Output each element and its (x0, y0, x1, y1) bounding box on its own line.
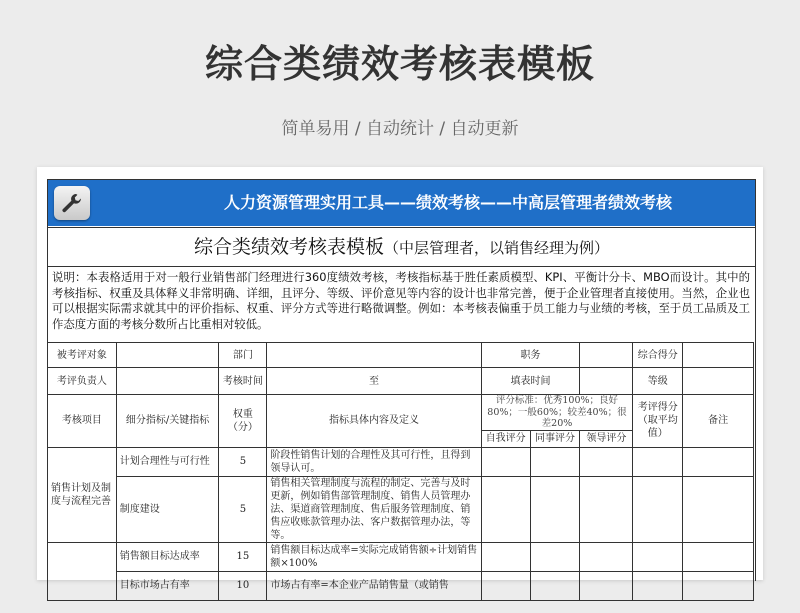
peer-score-cell[interactable] (530, 571, 580, 600)
row-definition: 市场占有率=本企业产品销售量（或销售 (267, 571, 481, 600)
col-self: 自我评分 (481, 430, 530, 447)
grade-label: 等级 (633, 368, 683, 395)
form-title-main: 综合类绩效考核表模板 (193, 236, 384, 258)
evaluatee-label: 被考评对象 (48, 343, 117, 368)
score-cell (633, 447, 683, 476)
row-indicator: 目标市场占有率 (116, 571, 219, 600)
position-label: 职务 (481, 343, 580, 368)
evaluator-label: 考评负责人 (48, 368, 117, 395)
col-peer: 同事评分 (530, 430, 580, 447)
preview-card (37, 167, 763, 591)
col-leader: 领导评分 (580, 430, 633, 447)
row-weight: 10 (219, 571, 267, 600)
fill-time-label: 填表时间 (481, 368, 580, 395)
table-header-row (48, 395, 754, 431)
row-weight: 15 (219, 542, 267, 571)
table-row (48, 368, 754, 395)
row-item (48, 542, 117, 600)
fill-time-value[interactable] (580, 368, 633, 395)
description-text: 说明：本表格适用于对一般行业销售部门经理进行360度绩效考核，考核指标基于胜任素质模型、KPI、平衡计分卡、MBO而设计。其中的考核指标、权重及具体释义非常明确、详细，且评分、等级、评价意见等内容的设计也非常完善，便于企业管理者直接使用。当然，企业也可以根据实际需求就其中的评价指标、权重、评分方式等进行略微调整。例如：本考核表偏重于员工能力与业绩的考核，至于员工品质及工作态度方面的考核分数所占比重相对较低。 (52, 270, 750, 331)
col-definition: 指标具体内容及定义 (267, 395, 481, 448)
banner (48, 180, 755, 226)
table-row (48, 571, 754, 600)
peer-score-cell[interactable] (530, 447, 580, 476)
leader-score-cell[interactable] (580, 571, 633, 600)
form-title-sub: （中层管理者，以销售经理为例） (384, 239, 610, 257)
remark-cell[interactable] (683, 476, 754, 542)
col-indicator: 细分指标/关键指标 (116, 395, 219, 448)
self-score-cell[interactable] (481, 447, 530, 476)
remark-cell[interactable] (683, 571, 754, 600)
row-indicator: 制度建设 (116, 476, 219, 542)
leader-score-cell[interactable] (580, 447, 633, 476)
period-label: 考核时间 (219, 368, 267, 395)
table-row (48, 447, 754, 476)
row-indicator: 计划合理性与可行性 (116, 447, 219, 476)
table-row (48, 343, 754, 368)
row-indicator: 销售额目标达成率 (116, 542, 219, 571)
row-definition: 销售相关管理制度与流程的制定、完善与及时更新，例如销售部管理制度、销售人员管理办法、渠道商管理制度、售后服务管理制度、销售应收账款管理办法、客户数据管理办法，等等。 (267, 476, 481, 542)
grade-value[interactable] (683, 368, 754, 395)
position-value[interactable] (580, 343, 633, 368)
evaluatee-value[interactable] (116, 343, 219, 368)
row-definition: 销售额目标达成率=实际完成销售额÷计划销售额×100% (267, 542, 481, 571)
row-item: 销售计划及制度与流程完善 (48, 447, 117, 542)
peer-score-cell[interactable] (530, 542, 580, 571)
col-weight: 权重（分） (219, 395, 267, 448)
total-score-label: 综合得分 (633, 343, 683, 368)
total-score-value[interactable] (683, 343, 754, 368)
self-score-cell[interactable] (481, 476, 530, 542)
wrench-icon (54, 186, 90, 220)
form-title (48, 227, 755, 267)
table-row (48, 542, 754, 571)
remark-cell[interactable] (683, 447, 754, 476)
leader-score-cell[interactable] (580, 542, 633, 571)
evaluation-table (47, 342, 754, 601)
col-scoring-standard: 评分标准：优秀100%；良好80%；一般60%；较差40%；很差20% (481, 395, 633, 431)
row-weight: 5 (219, 447, 267, 476)
remark-cell[interactable] (683, 542, 754, 571)
score-cell (633, 476, 683, 542)
score-cell (633, 542, 683, 571)
banner-title: 人力资源管理实用工具——绩效考核——中高层管理者绩效考核 (223, 193, 672, 212)
row-definition: 阶段性销售计划的合理性及其可行性，且得到领导认可。 (267, 447, 481, 476)
self-score-cell[interactable] (481, 542, 530, 571)
evaluator-value[interactable] (116, 368, 219, 395)
department-label: 部门 (219, 343, 267, 368)
spreadsheet (47, 179, 756, 591)
page-subtitle: 简单易用 / 自动统计 / 自动更新 (281, 119, 519, 139)
page-title: 综合类绩效考核表模板 (204, 42, 595, 86)
col-score: 考评得分（取平均值） (633, 395, 683, 448)
row-weight: 5 (219, 476, 267, 542)
col-remark: 备注 (683, 395, 754, 448)
peer-score-cell[interactable] (530, 476, 580, 542)
col-item: 考核项目 (48, 395, 117, 448)
score-cell (633, 571, 683, 600)
leader-score-cell[interactable] (580, 476, 633, 542)
department-value[interactable] (267, 343, 481, 368)
period-to: 至 (267, 368, 481, 395)
table-row (48, 476, 754, 542)
self-score-cell[interactable] (481, 571, 530, 600)
